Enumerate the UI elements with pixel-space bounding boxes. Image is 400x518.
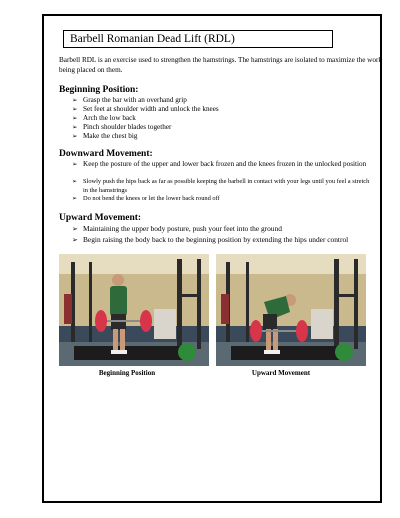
document-title: Barbell Romanian Dead Lift (RDL): [63, 30, 333, 48]
list-item: ➢ Begin raising the body back to the beginning position by extending the hips under control: [72, 234, 349, 244]
arrow-bullet-icon: ➢: [72, 178, 78, 185]
arrow-bullet-icon: ➢: [72, 160, 78, 168]
arrow-bullet-icon: ➢: [72, 122, 78, 131]
arrow-bullet-icon: ➢: [72, 225, 78, 233]
arrow-bullet-icon: ➢: [72, 113, 78, 122]
upward-movement-list: [72, 224, 382, 245]
list-item: ➢ Keep the posture of the upper and lower back frozen and the knees frozen in the unlocked position: [72, 160, 367, 168]
list-item: ➢ Make the chest big: [72, 131, 138, 140]
arrow-bullet-icon: ➢: [72, 96, 78, 104]
list-item: ➢ Set feet at shoulder width and unlock the knees: [72, 104, 219, 113]
heading-beginning-position: Beginning Position:: [59, 85, 139, 95]
photo-upward-movement: [216, 254, 366, 366]
arrow-bullet-icon: ➢: [72, 235, 78, 244]
list-item: ➢ Arch the low back: [72, 113, 136, 122]
arrow-bullet-icon: ➢: [72, 195, 78, 202]
heading-upward-movement: Upward Movement:: [59, 213, 142, 223]
caption-upward-movement: Upward Movement: [251, 369, 311, 377]
list-item: ➢ Slowly push the hips back as far as possible keeping the barbell in contact with your legs until you feel a stretch in the hamstrings: [72, 178, 370, 194]
heading-downward-movement: Downward Movement:: [59, 149, 153, 159]
downward-movement-list-cont: [72, 178, 372, 204]
downward-movement-list: [72, 160, 372, 169]
arrow-bullet-icon: ➢: [72, 131, 78, 140]
caption-beginning-position: Beginning Position: [98, 369, 156, 377]
photo-beginning-position: [59, 254, 209, 366]
list-item: ➢ Grasp the bar with an overhand grip: [72, 96, 187, 104]
arrow-bullet-icon: ➢: [72, 104, 78, 113]
list-item: ➢ Do not bend the knees or let the lower back round off: [72, 195, 220, 202]
list-item: ➢ Maintaining the upper body posture, push your feet into the ground: [72, 224, 282, 233]
beginning-position-list: [72, 96, 372, 141]
list-item: ➢ Pinch shoulder blades together: [72, 122, 172, 131]
intro-paragraph: Barbell RDL is an exercise used to strengthen the hamstrings. The hamstrings are isolated to maximize the work being placed on them.: [59, 56, 382, 74]
